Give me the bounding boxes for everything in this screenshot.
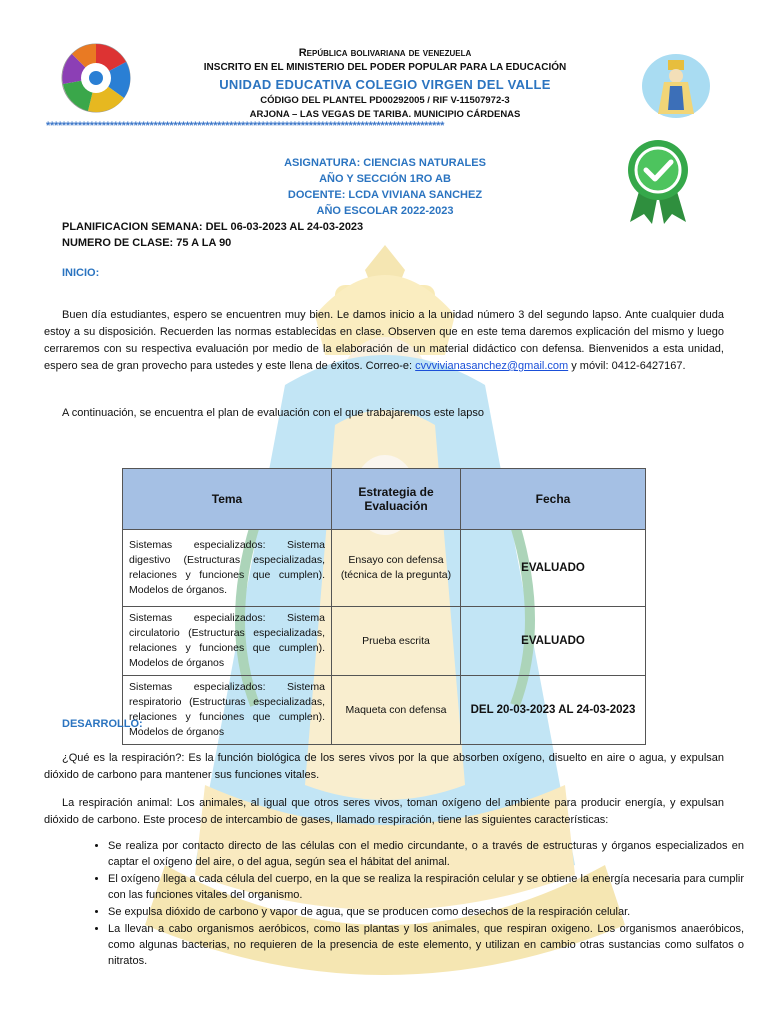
plan-numero-clase: NUMERO DE CLASE: 75 A LA 90 [62,237,232,249]
desarrollo-p1-text: ¿Qué es la respiración?: Es la función biológica de los seres vivos por la que absorben oxígeno, disuelto en aire o agua, y expulsan dióxido de carbono para mantener sus funciones vitales. [44,752,724,781]
plan-intro-paragraph [44,405,724,422]
header-code: CÓDIGO DEL PLANTEL PD00292005 / RIF V-11507972-3 [260,95,510,106]
header-ministry: INSCRITO EN EL MINISTERIO DEL PODER POPULAR PARA LA EDUCACIÓN [203,62,567,73]
approved-check-badge-icon [624,138,692,224]
header-star-divider: **************************************************************************************************** [46,120,445,132]
plan-semana: PLANIFICACION SEMANA: DEL 06-03-2023 AL 24-03-2023 [62,221,364,233]
inicio-paragraph [44,307,724,375]
header-school-name: UNIDAD EDUCATIVA COLEGIO VIRGEN DEL VALLE [219,77,551,92]
table-header-row [123,469,646,530]
table-header-tema: Tema [123,469,332,530]
list-item: • Se expulsa dióxido de carbono y vapor de agua, que se producen como desechos de la respiración celular. [108,904,744,920]
table-cell-fecha: EVALUADO [461,530,646,607]
table-cell-fecha: DEL 20-03-2023 AL 24-03-2023 [461,676,646,745]
table-header-estrategia: Estrategia de Evaluación [332,469,461,530]
table-row [123,530,646,607]
list-item: • El oxígeno llega a cada célula del cuerpo, en la que se realiza la respiración celular y se obtiene la energía necesaria para cumplir con las funciones vitales del organismo. [108,871,744,903]
subject-asignatura: ASIGNATURA: CIENCIAS NATURALES [284,157,486,169]
evaluation-plan-table [122,468,646,745]
inicio-contact-text: y móvil: 0412-6427167. [568,360,686,372]
table-cell-estrategia: Maqueta con defensa [332,676,461,745]
table-cell-tema: Sistemas especializados: Sistema circulatorio (Estructuras especializadas, relaciones y funciones que cumplen). Modelos de órganos [123,607,332,676]
table-cell-estrategia: Ensayo con defensa (técnica de la pregunta) [332,530,461,607]
respiration-characteristics-list [90,838,744,970]
email-link[interactable]: cvvvivianasanchez@gmail.com [415,360,569,372]
subject-docente: DOCENTE: LCDA VIVIANA SANCHEZ [287,189,483,201]
table-row [123,607,646,676]
table-header-fecha: Fecha [461,469,646,530]
school-logo-icon [58,40,134,116]
plan-intro-text: A continuación, se encuentra el plan de evaluación con el que trabajaremos este lapso [62,407,484,419]
virgin-medallion-icon [640,52,712,120]
desarrollo-p2-text: La respiración animal: Los animales, al igual que otros seres vivos, toman oxígeno del ambiente para producir energía, y expulsan dióxido de carbono. Este proceso de intercambio de gases, llamado respiración, tiene las siguientes características: [44,797,724,826]
header-address: ARJONA – LAS VEGAS DE TARIBA. MUNICIPIO CÁRDENAS [249,109,521,120]
desarrollo-heading: DESARROLLO: [62,718,143,730]
table-cell-fecha: EVALUADO [461,607,646,676]
list-item: • Se realiza por contacto directo de las células con el medio circundante, o a través de estructuras y órganos especializados en captar el oxígeno del aire, o del agua, según sea el hábitat del animal. [108,838,744,870]
desarrollo-paragraph-2 [44,795,724,829]
subject-anio-escolar: AÑO ESCOLAR 2022-2023 [316,205,454,217]
table-row [123,676,646,745]
table-cell-tema: Sistemas especializados: Sistema digestivo (Estructuras especializadas, relaciones y funciones que cumplen). Modelos de órganos. [123,530,332,607]
inicio-body-text: Buen día estudiantes, espero se encuentren muy bien. Le damos inicio a la unidad número 3 del segundo lapso. Ante cualquier duda estoy a su disposición. Recuerden las normas establecidas en clase. Observen que en este tema daremos explicación del mismo y luego cerraremos con su respectiva evaluación por medio de la elaboración de un material didáctico con defensa. Bienvenidos a esta unidad, espero sea de gran provecho para ustedes y este llena de éxitos. Correo-e: [44,309,724,372]
inicio-heading: INICIO: [62,267,100,279]
header-country: República bolivariana de venezuela [298,47,472,59]
list-item: • La llevan a cabo organismos aeróbicos, como las plantas y los animales, que respiran oxigeno. Los organismos anaeróbicos, como algunas bacterias, no requieren de la presencia de este elemento, y utilizan en cambio otras sustancias como sulfatos o nitratos. [108,921,744,969]
table-cell-tema: Sistemas especializados: Sistema respiratorio (Estructuras especializadas, relaciones y funciones que cumplen). Modelos de órganos [123,676,332,745]
desarrollo-paragraph-1 [44,750,724,784]
table-cell-estrategia: Prueba escrita [332,607,461,676]
subject-anio-seccion: AÑO Y SECCIÓN 1RO AB [319,173,451,185]
